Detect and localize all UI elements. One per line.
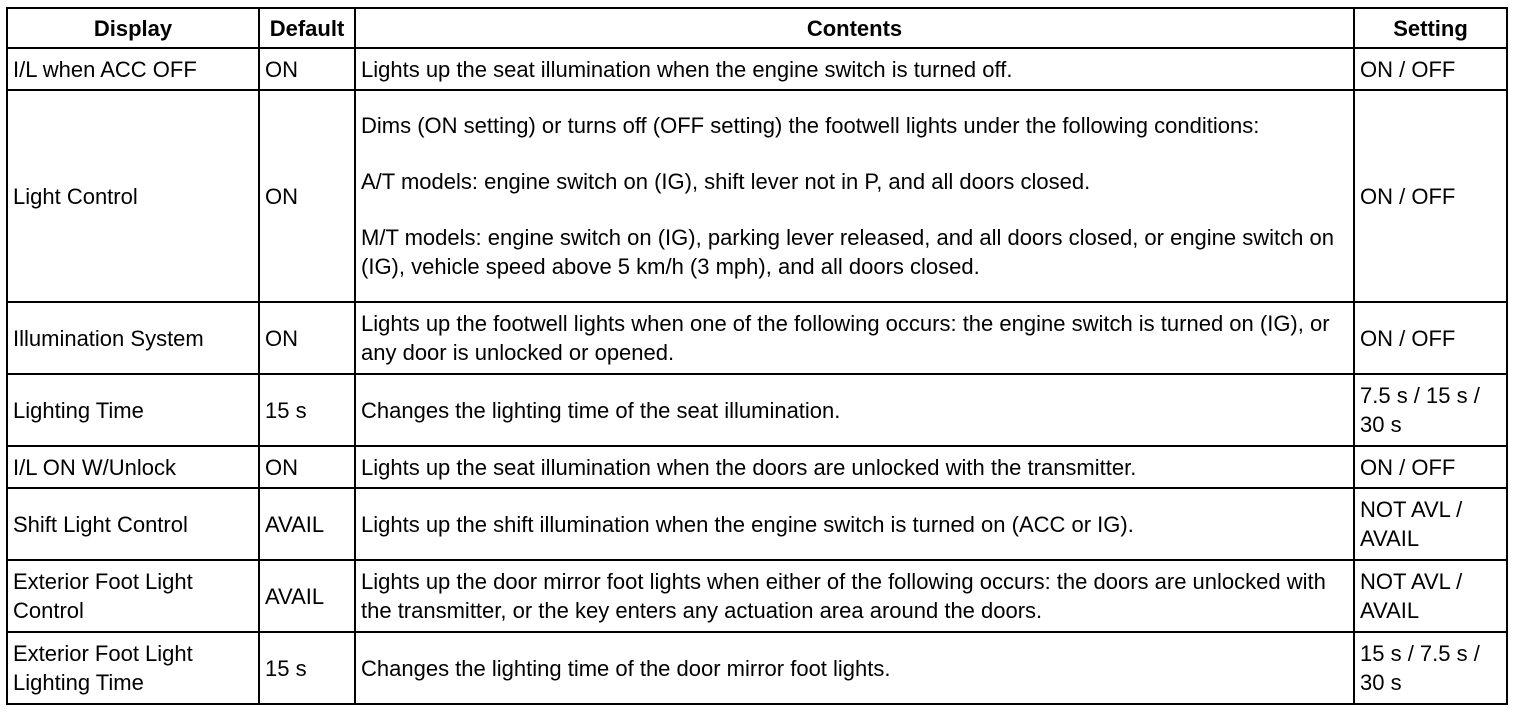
table-row xyxy=(7,446,1507,488)
table-row xyxy=(7,488,1507,560)
default-cell: ON xyxy=(259,48,355,90)
setting-cell: NOT AVL / AVAIL xyxy=(1354,560,1507,632)
contents-cell xyxy=(355,632,1354,704)
default-cell: ON xyxy=(259,302,355,374)
setting-cell: 7.5 s / 15 s / 30 s xyxy=(1354,374,1507,446)
header-setting: Setting xyxy=(1354,8,1507,48)
setting-cell: ON / OFF xyxy=(1354,302,1507,374)
display-cell: I/L when ACC OFF xyxy=(7,48,259,90)
contents-paragraph: Lights up the shift illumination when the engine switch is turned on (ACC or IG). xyxy=(361,511,1134,537)
header-default: Default xyxy=(259,8,355,48)
contents-cell xyxy=(355,446,1354,488)
contents-cell xyxy=(355,302,1354,374)
contents-cell xyxy=(355,374,1354,446)
display-cell: Exterior Foot Light Control xyxy=(7,560,259,632)
contents-paragraph: Lights up the footwell lights when one of the following occurs: the engine switch is turned on (IG), or any door is unlocked or opened. xyxy=(361,311,1330,365)
table-row xyxy=(7,302,1507,374)
contents-cell xyxy=(355,488,1354,560)
header-row xyxy=(7,8,1507,48)
contents-cell xyxy=(355,48,1354,90)
table-row xyxy=(7,48,1507,90)
contents-paragraph: A/T models: engine switch on (IG), shift lever not in P, and all doors closed. xyxy=(361,169,1091,194)
setting-cell: ON / OFF xyxy=(1354,48,1507,90)
header-display: Display xyxy=(7,8,259,48)
display-cell: Light Control xyxy=(7,90,259,302)
setting-cell: 15 s / 7.5 s / 30 s xyxy=(1354,632,1507,704)
display-cell: I/L ON W/Unlock xyxy=(7,446,259,488)
setting-cell: NOT AVL / AVAIL xyxy=(1354,488,1507,560)
contents-paragraph: Lights up the seat illumination when the engine switch is turned off. xyxy=(361,56,1013,82)
contents-paragraph: Changes the lighting time of the door mirror foot lights. xyxy=(361,655,891,681)
display-cell: Illumination System xyxy=(7,302,259,374)
display-cell: Shift Light Control xyxy=(7,488,259,560)
settings-table xyxy=(6,7,1508,705)
display-cell: Lighting Time xyxy=(7,374,259,446)
table-row xyxy=(7,560,1507,632)
contents-paragraph: Dims (ON setting) or turns off (OFF setting) the footwell lights under the following conditions: xyxy=(361,113,1260,138)
table-row xyxy=(7,374,1507,446)
contents-paragraph: Lights up the door mirror foot lights when either of the following occurs: the doors are unlocked with the transmitter, or the key enters any actuation area around the doors. xyxy=(361,569,1326,623)
contents-cell xyxy=(355,90,1354,302)
setting-cell: ON / OFF xyxy=(1354,446,1507,488)
default-cell: AVAIL xyxy=(259,488,355,560)
setting-cell: ON / OFF xyxy=(1354,90,1507,302)
display-cell: Exterior Foot Light Lighting Time xyxy=(7,632,259,704)
default-cell: ON xyxy=(259,90,355,302)
contents-paragraph: M/T models: engine switch on (IG), parking lever released, and all doors closed, or engine switch on (IG), vehicle speed above 5 km/h (3 mph), and all doors closed. xyxy=(361,225,1334,279)
table-row xyxy=(7,632,1507,704)
default-cell: ON xyxy=(259,446,355,488)
table-row xyxy=(7,90,1507,302)
default-cell: 15 s xyxy=(259,374,355,446)
default-cell: AVAIL xyxy=(259,560,355,632)
contents-cell xyxy=(355,560,1354,632)
contents-paragraph: Changes the lighting time of the seat illumination. xyxy=(361,397,841,423)
header-contents: Contents xyxy=(355,8,1354,48)
contents-paragraph: Lights up the seat illumination when the doors are unlocked with the transmitter. xyxy=(361,454,1137,480)
default-cell: 15 s xyxy=(259,632,355,704)
